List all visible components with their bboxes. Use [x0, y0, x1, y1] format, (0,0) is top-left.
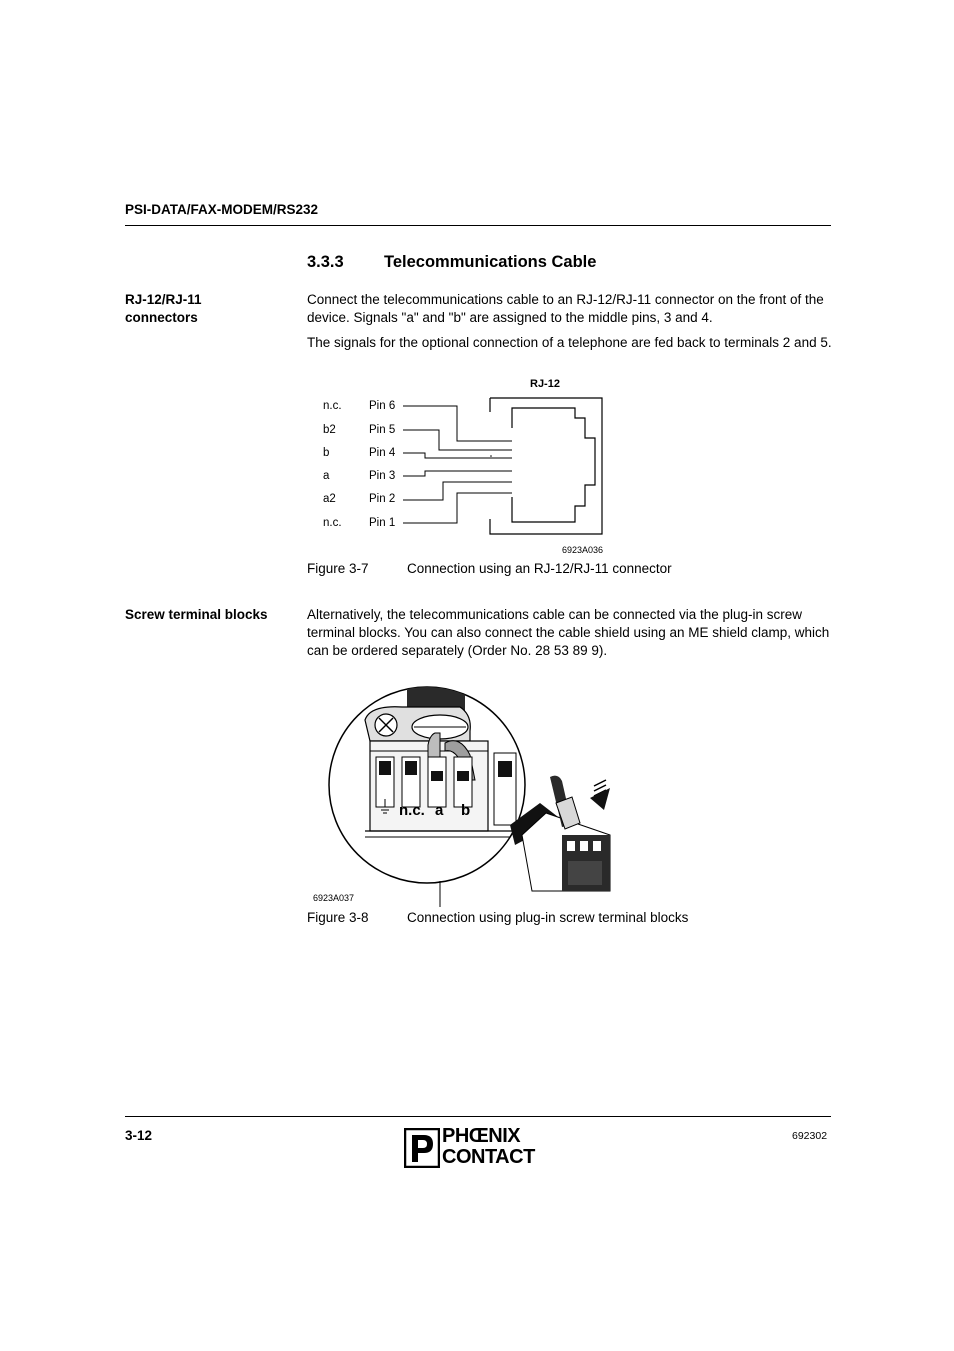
- document-number: 692302: [792, 1130, 828, 1142]
- signal-label: a: [323, 470, 330, 482]
- pin-label: Pin 4: [369, 447, 396, 459]
- terminal-label-a: a: [435, 802, 444, 819]
- page-number: 3-12: [125, 1128, 153, 1143]
- figure-rj12-diagram: [307, 372, 617, 562]
- signal-label: b2: [323, 424, 336, 436]
- pin-label: Pin 6: [369, 400, 396, 412]
- rj-paragraph-1: Connect the telecommunications cable to an RJ-12/RJ-11 connector on the front of the device. Signals "a" and "b" are assigned to the middle pins, 3 and 4.: [307, 292, 824, 325]
- section-title: Telecommunications Cable: [384, 253, 597, 271]
- logo-line2: CONTACT: [442, 1146, 535, 1168]
- terminal-label-b: b: [461, 802, 471, 819]
- phoenix-contact-logo: [404, 1127, 552, 1169]
- signal-label: n.c.: [323, 517, 342, 529]
- logo-mark-icon: [404, 1128, 440, 1168]
- pin-label: Pin 1: [369, 517, 396, 529]
- terminal-label-nc: n.c.: [399, 802, 425, 819]
- screw-paragraph: Alternatively, the telecommunications cable can be connected via the plug-in screw terminal blocks. You can also connect the cable shield using an ME shield clamp, which can be ordered separately (Order No. 28 53 89 9).: [307, 607, 830, 658]
- figure-caption-text: Connection using plug-in screw terminal blocks: [407, 910, 689, 925]
- signal-label: a2: [323, 493, 336, 505]
- side-heading-screw: Screw terminal blocks: [125, 607, 268, 622]
- logo-line1: PHŒNIX: [442, 1125, 521, 1147]
- side-heading-rj-line1: RJ-12/RJ-11: [125, 292, 202, 307]
- screw-terminal-drawing: [310, 685, 630, 907]
- pin-label: Pin 5: [369, 424, 396, 436]
- figure-caption-number: Figure 3-8: [307, 910, 369, 925]
- pin-label: Pin 3: [369, 470, 396, 482]
- figure-code: 6923A036: [562, 545, 604, 555]
- figure-caption-text: Connection using an RJ-12/RJ-11 connector: [407, 561, 672, 576]
- header-rule: [125, 225, 831, 226]
- figure-screw-terminal: [310, 685, 630, 907]
- footer-rule: [125, 1116, 831, 1117]
- section-number: 3.3.3: [307, 253, 344, 271]
- side-heading-rj-line2: connectors: [125, 310, 198, 325]
- signal-label: b: [323, 447, 330, 459]
- signal-label: n.c.: [323, 400, 342, 412]
- rj-paragraph-2: The signals for the optional connection of a telephone are fed back to terminals 2 and 5.: [307, 335, 832, 350]
- rj12-label: RJ-12: [530, 378, 560, 390]
- figure-code: 6923A037: [313, 893, 355, 903]
- rj12-drawing: [307, 372, 617, 562]
- side-heading-rj: [125, 291, 295, 327]
- pin-label: Pin 2: [369, 493, 396, 505]
- running-header: PSI-DATA/FAX-MODEM/RS232: [125, 202, 319, 217]
- figure-caption-number: Figure 3-7: [307, 561, 369, 576]
